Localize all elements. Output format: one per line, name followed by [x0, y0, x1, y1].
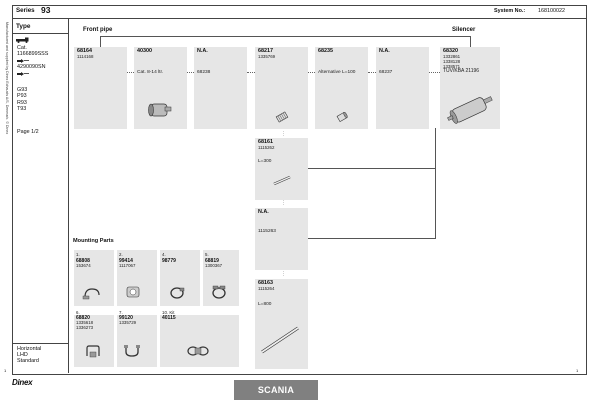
- model-item: G93: [17, 87, 28, 93]
- connector-drop: [470, 36, 471, 47]
- truck-small-icon: [16, 37, 30, 43]
- brand-label: SCANIA: [234, 380, 318, 400]
- u-clamp-icon: [123, 344, 141, 358]
- part-approval: TUV/KBA 21196: [443, 68, 480, 74]
- mounting-index: 6.: [76, 310, 80, 315]
- series-label: Series: [16, 7, 35, 14]
- side-note: Manufactured and supplied by Dinex Exhausts A/S, Denmark. © Dinex: [5, 22, 9, 135]
- series-value: 93: [41, 5, 51, 15]
- part-oe-number: 1338571: [443, 64, 461, 69]
- pipe-piece-icon: [335, 110, 349, 124]
- config-divider: [12, 343, 68, 344]
- part-number: N.A.: [379, 48, 390, 54]
- dotted-connector: [308, 72, 315, 73]
- dotted-connector: [247, 72, 255, 73]
- page-indicator: Page 1/2: [17, 129, 39, 135]
- mounting-number: 98779: [162, 258, 176, 264]
- part-note: L=800: [258, 302, 272, 307]
- part-card[interactable]: [255, 208, 308, 270]
- connector-branch-v: [435, 128, 436, 238]
- long-pipe-icon: [258, 322, 304, 356]
- v-clamp-icon: [209, 284, 229, 300]
- part-note: 68237: [379, 70, 393, 75]
- part-note: L=300: [258, 159, 272, 164]
- type-divider: [12, 33, 68, 34]
- straight-pipe-icon: [272, 174, 294, 186]
- part-number: N.A.: [258, 209, 269, 215]
- mounting-oe-number: 1335618: [76, 320, 94, 325]
- part-number: 68235: [318, 48, 333, 54]
- part-number: 68163: [258, 280, 273, 286]
- header-divider: [12, 18, 586, 19]
- chassis-from: 1166899SSS: [17, 51, 49, 57]
- dotted-vertical: ⋮: [281, 200, 286, 206]
- clamp-icon: [82, 285, 102, 301]
- mounting-oe-number: 1336273: [76, 325, 94, 330]
- mounting-index: 2.: [119, 252, 123, 257]
- part-card[interactable]: [74, 47, 127, 129]
- part-note: Alternative L=100: [318, 70, 356, 75]
- connector-branch: [308, 168, 436, 169]
- part-card[interactable]: [376, 47, 429, 129]
- cat-label: Cat.: [17, 45, 27, 51]
- part-number: N.A.: [197, 48, 208, 54]
- part-number: 68217: [258, 48, 273, 54]
- system-value: 168100022: [538, 8, 565, 14]
- page-mark-left: 1: [4, 368, 7, 373]
- config-item: LHD: [17, 352, 28, 359]
- mounting-number: 99120: [119, 315, 133, 321]
- mounting-index: 7.: [119, 310, 123, 315]
- mounting-card[interactable]: [160, 315, 239, 367]
- silencer-heading: Silencer: [452, 27, 476, 33]
- chassis-arrow-icon-2: [17, 72, 29, 76]
- connector-rail: [100, 36, 471, 37]
- chassis-arrow-icon: [17, 59, 29, 63]
- config-item: Horizontal: [17, 346, 42, 352]
- mounting-index: 5.: [205, 252, 209, 257]
- dinex-logo: Dinex: [12, 378, 33, 387]
- model-item: T93: [17, 106, 27, 113]
- dotted-vertical: ⋮: [281, 271, 286, 277]
- part-oe-number: 1338128: [443, 59, 461, 64]
- part-note: 68238: [197, 70, 211, 75]
- config-item: Standard: [17, 358, 39, 365]
- part-note: Cat. 8-14 ltr.: [137, 70, 164, 75]
- dotted-vertical: ⋮: [281, 131, 286, 137]
- connector-branch: [308, 238, 436, 239]
- configuration: [17, 346, 41, 365]
- model-item: R93: [17, 99, 27, 106]
- flex-pipe-icon: [275, 110, 289, 124]
- mounting-number: 68819: [205, 258, 219, 264]
- part-oe-number: 1115264: [258, 286, 275, 291]
- type-label: Type: [16, 23, 31, 30]
- sleeve-icon: [124, 284, 142, 300]
- part-oe-number: 1335769: [258, 54, 276, 59]
- part-number: 68164: [77, 48, 92, 54]
- mounting-parts-heading: Mounting Parts: [73, 238, 114, 244]
- part-number: 68161: [258, 139, 273, 145]
- dotted-connector: [429, 72, 440, 73]
- part-oe-number: 1332861: [443, 54, 461, 59]
- silencer-icon: [446, 92, 496, 126]
- connector-drop: [100, 36, 101, 47]
- kit-icon: [186, 343, 212, 359]
- mounting-oe-number: 153674: [76, 263, 91, 268]
- bracket-icon: [84, 343, 102, 359]
- front-pipe-heading: Front pipe: [83, 27, 113, 33]
- part-number: 40300: [137, 48, 152, 54]
- part-note: 1115263: [258, 229, 276, 234]
- mounting-number: 68808: [76, 258, 90, 264]
- part-card[interactable]: [194, 47, 247, 129]
- mounting-index: 1.: [76, 252, 80, 257]
- left-panel-divider: [68, 18, 69, 373]
- dotted-connector: [187, 72, 194, 73]
- model-list: [17, 87, 27, 113]
- dotted-connector: [368, 72, 376, 73]
- mounting-oe-number: 1300367: [205, 263, 223, 268]
- model-item: P93: [17, 93, 27, 100]
- catalyst-icon: [147, 98, 173, 122]
- part-oe-number: 1114168: [77, 54, 94, 59]
- dotted-connector: [127, 72, 134, 73]
- clamp-ring-icon: [168, 286, 186, 300]
- part-oe-number: 1115262: [258, 145, 275, 150]
- mounting-number: 68820: [76, 315, 90, 321]
- chassis-to: 4290090SN: [17, 64, 46, 70]
- mounting-number: 40115: [162, 315, 176, 321]
- mounting-number: 99414: [119, 258, 133, 264]
- mounting-index: 10. Kit: [162, 310, 175, 315]
- system-label: System No.:: [494, 8, 526, 14]
- mounting-oe-number: 1335729: [119, 320, 137, 325]
- mounting-index: 4.: [162, 252, 166, 257]
- page-mark-right: 1: [576, 368, 579, 373]
- mounting-oe-number: 1117067: [119, 263, 136, 268]
- part-number: 68320: [443, 48, 458, 54]
